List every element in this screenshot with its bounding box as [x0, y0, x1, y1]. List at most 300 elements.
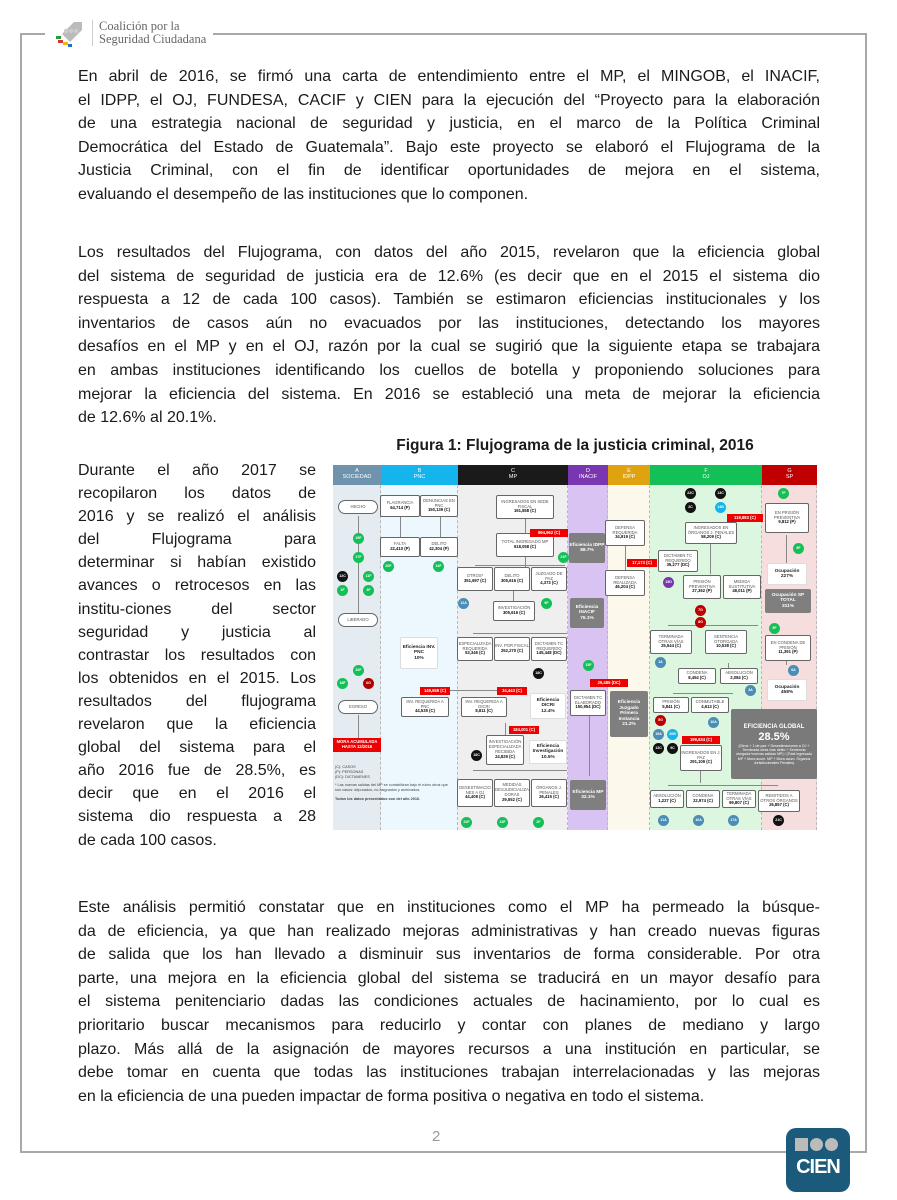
flow-box-label: EN PRISIÓN PREVENTIVA — [773, 509, 801, 520]
node-circle-icon: 12A — [458, 598, 469, 609]
node-circle-icon: 18C — [471, 750, 482, 761]
flow-box — [338, 613, 378, 627]
text-line: del sistema de seguridad de justicia era de 12.6% (es decir que en el 2015 el sistema dio — [78, 267, 820, 285]
node-circle-icon: 1F — [337, 585, 348, 596]
node-circle-icon: 17A — [728, 815, 739, 826]
flow-box-label: DELITO — [431, 541, 447, 547]
red-value-tag: 119,883 (C) — [727, 514, 763, 522]
flow-box-label: MEDIDA SUSTITUTIVA — [728, 578, 756, 589]
flow-box-value: 58,209 (C) — [701, 534, 721, 540]
node-circle-icon: 7F — [778, 488, 789, 499]
efficiency-label: Eficiencia IDPP — [569, 542, 605, 548]
flow-box — [457, 567, 493, 591]
node-circle-icon: 18C — [533, 668, 544, 679]
red-value-tag: 17,173 (C) — [627, 559, 657, 567]
flow-box — [457, 779, 493, 807]
node-circle-icon: 2C — [685, 502, 696, 513]
flow-box-label: EN CONDENA DE PRISIÓN — [770, 639, 806, 650]
node-circle-icon: 10A — [693, 815, 704, 826]
flow-box-value: 22,974 (C) — [693, 798, 713, 803]
node-circle-icon: 20F — [383, 561, 394, 572]
efficiency-label: Eficiencia INV. PNC — [402, 644, 436, 656]
text-line: mejorar la eficiencia del sistema. En 2016 se estableció una meta de mejorar la eficiencia — [78, 385, 820, 403]
flow-box-label: ESPECIALIZADA REQUERIDA — [458, 640, 492, 651]
flow-box — [380, 537, 420, 557]
efficiency-label: Eficiencia MP — [572, 789, 604, 795]
column-header-inacif — [568, 465, 608, 485]
efficiency-value: 21.2% — [622, 722, 636, 728]
flow-box — [570, 690, 606, 716]
paragraph-2016-analysis — [78, 459, 316, 852]
efficiency-callout — [767, 679, 807, 701]
text-line: prioritario buscar mecanismos para reducirlo y contar con planes de mediano y largo — [78, 1016, 820, 1034]
node-circle-icon: 5F — [769, 623, 780, 634]
node-circle-icon: 11F — [363, 571, 374, 582]
node-circle-icon: 11A — [658, 815, 669, 826]
flow-box-label: INGRESADOS EN ÓRGANOS J. PENALES — [687, 524, 735, 535]
flow-box-value: 8,811 (C) — [475, 708, 493, 714]
text-line: el IDPP, el OJ, FUNDESA, CACIF y CIEN para la ejecución del “Proyecto para la elaboración — [78, 91, 820, 109]
text-line: Justicia Criminal, con el fin de identificar oportunidades de mejora en el sistema, — [78, 162, 820, 180]
efficiency-value: 10.5% — [541, 754, 555, 760]
node-circle-icon: 1A — [655, 657, 666, 668]
flow-box-label: CONDENA — [692, 793, 714, 799]
efficiency-label: Eficiencia Juzgado Primera Instancia — [617, 700, 641, 722]
connector-line — [589, 716, 590, 776]
flow-box — [605, 520, 645, 546]
node-circle-icon: 2F — [533, 817, 544, 828]
flow-box-value: 1,227 (C) — [658, 798, 676, 803]
flow-box — [653, 697, 689, 713]
cien-logo — [786, 1128, 850, 1192]
flow-box-label: REMITIDOS A OTROS ÓRGANOS — [760, 792, 798, 803]
flow-box-value: 252,270 (C) — [500, 648, 524, 653]
flow-box — [678, 668, 716, 684]
flow-box-label: TERMINADA OTRAS VÍAS — [726, 790, 752, 801]
flow-box-label: INVESTIGACIÓN ESPECIALIZADA RECIBIDA — [488, 739, 522, 754]
efficiency-value: 311% — [781, 603, 794, 609]
node-circle-icon: 6A — [788, 665, 799, 676]
global-efficiency-box — [731, 709, 817, 779]
connector-line — [400, 517, 401, 537]
flow-box-value: 26,415 (C) — [539, 794, 559, 800]
flow-box-label: HECHO — [350, 503, 366, 509]
column-letter: A — [355, 468, 359, 474]
flow-box-value: 351,697 (C) — [463, 578, 487, 583]
text-line: institu-ciones del sector — [78, 600, 316, 618]
connector-line — [668, 785, 778, 786]
global-efficiency-title: EFICIENCIA GLOBAL — [743, 723, 805, 730]
column-name: PNC — [413, 474, 426, 480]
text-line: resultados del flujograma — [78, 692, 316, 710]
red-value-tag: 149,558 (C) — [420, 687, 450, 695]
text-line: del Flujograma para — [78, 531, 316, 549]
efficiency-label: Ocupación — [774, 568, 800, 574]
flow-box — [686, 790, 720, 808]
flow-box-value: 46,204 (C) — [615, 584, 635, 590]
flow-box — [765, 503, 809, 533]
column-name: SP — [785, 474, 794, 480]
node-circle-icon: 21F — [558, 552, 569, 563]
node-circle-icon: 8G — [695, 617, 706, 628]
flow-box-value: 35,277 (DC) — [666, 562, 690, 568]
connector-line — [525, 519, 526, 533]
flow-box — [531, 779, 567, 807]
node-circle-icon: 19A — [653, 729, 664, 740]
column-name: IDPP — [622, 474, 636, 480]
connector-line — [625, 546, 626, 570]
flow-box-value: 4,373 (C) — [540, 580, 558, 586]
efficiency-value: 458% — [780, 690, 794, 695]
connector-line — [668, 625, 758, 626]
text-line: debe tomar en cuenta que todas las instituciones trabajan interrelacionadas y las mejoras — [78, 1064, 820, 1082]
column-header-oj — [650, 465, 762, 485]
flow-box-value: 305,616 (C) — [500, 578, 524, 583]
text-line: desafíos en el MP y en el OJ, razón por la cual se sugirió que la siguiente etapa se trabajara — [78, 338, 820, 356]
flow-box — [680, 745, 722, 771]
node-circle-icon: 5G — [655, 715, 666, 726]
cien-logo-square-icon — [795, 1138, 808, 1151]
flow-box-value: 22,410 (P) — [390, 546, 410, 551]
text-line: de salida que los han llevado a disminuir sus inventarios de forma considerable. Por otra — [78, 946, 820, 964]
flow-box — [705, 630, 747, 654]
column-header-pnc — [381, 465, 458, 485]
text-line: sistema dio respuesta a 28 — [78, 808, 316, 826]
flow-box-value: 42,304 (P) — [429, 546, 449, 551]
efficiency-box — [765, 589, 811, 613]
flow-box-label: INVESTIGACIÓN — [497, 605, 531, 611]
text-line: recopilaron los datos de — [78, 485, 316, 503]
flow-box — [531, 567, 567, 591]
flow-box-value: 64,714 (P) — [390, 505, 410, 510]
flow-box-value: 44,408 (C) — [465, 794, 485, 800]
cien-logo-circle-icon — [825, 1138, 838, 1151]
connector-line — [358, 715, 359, 740]
efficiency-callout — [529, 740, 567, 764]
efficiency-value: 227% — [780, 574, 794, 579]
flow-box-value: 48,011 (P) — [732, 588, 752, 594]
node-circle-icon: 21C — [773, 815, 784, 826]
text-line: Los resultados del Flujograma, con datos del año 2015, revelaron que la eficiencia global — [78, 244, 820, 261]
text-line: Democrática del Estado de Guatemala”. Bajo este proyecto se elaboró el Flujograma de la — [78, 138, 820, 156]
connector-line — [475, 565, 565, 566]
cien-logo-text: CIEN — [796, 1156, 840, 1178]
flow-box-value: 53,346 (C) — [465, 650, 485, 656]
flow-box-value: 34,919 (C) — [615, 534, 635, 540]
flow-box-label: DICTAMEN TC ELABORADO — [573, 694, 603, 705]
coalicion-logo-icon — [50, 18, 86, 48]
flow-box-value: 10,538 (C) — [716, 643, 736, 649]
node-circle-icon: 22F — [461, 817, 472, 828]
flow-box-value: 145,448 (DC) — [536, 650, 562, 656]
text-line: da de eficiencia, ya que han realizado mejoras administrativas y han creado nuevas figuras — [78, 922, 820, 940]
column-letter: F — [704, 468, 708, 474]
flow-box-label: ABSOLUCIÓN — [653, 793, 681, 799]
flow-box-value: 2,084 (C) — [730, 675, 748, 680]
node-circle-icon: 18F — [337, 678, 348, 689]
flow-box-value: 618,058 (C) — [513, 544, 537, 549]
text-line: contrastar los resultados con — [78, 646, 316, 664]
flow-box-value: 5,841 (C) — [662, 704, 680, 709]
connector-line — [513, 591, 514, 601]
efficiency-label: Eficiencia INACIF — [575, 604, 599, 616]
flow-box-label: FALTA — [393, 541, 407, 547]
flow-box-label: SENTENCIA OTORGADA — [714, 633, 738, 644]
flow-box-value: 8,454 (C) — [688, 675, 706, 680]
coalicion-logo — [50, 18, 206, 48]
efficiency-value: 88.7% — [580, 548, 594, 553]
column-letter: E — [627, 468, 631, 474]
node-circle-icon: 14B — [715, 502, 726, 513]
flow-box — [531, 637, 567, 661]
efficiency-callout — [400, 637, 438, 669]
flow-box — [494, 779, 530, 807]
flow-box — [401, 697, 449, 717]
flow-box-value: 9,812 (P) — [778, 519, 796, 525]
flow-box-label: INV. POR FISCAL — [495, 643, 529, 649]
text-line: el sistema penitenciario dadas las condiciones actuales de hacinamiento, por lo cual es — [78, 993, 820, 1011]
efficiency-value: 32.1% — [581, 795, 595, 800]
flow-box — [494, 637, 530, 661]
logo-line-2: Seguridad Ciudadana — [99, 32, 207, 46]
node-circle-icon: 8F — [793, 543, 804, 554]
text-line: de una estrategia nacional de seguridad y justicia, en el marco de la Política Criminal — [78, 115, 820, 133]
text-line: decir que en el 2016 el — [78, 785, 316, 803]
legend-item: (C): CASOS — [335, 765, 356, 769]
flow-box — [494, 567, 530, 591]
flujograma-figure — [333, 465, 817, 830]
flow-box-label: DICTAMEN TC REQUERIDO — [663, 552, 693, 563]
node-circle-icon: 6G — [363, 678, 374, 689]
connector-line — [505, 723, 506, 735]
connector-line — [673, 693, 733, 694]
paragraph-agreement — [78, 65, 820, 207]
flow-box — [658, 550, 698, 572]
flow-box-label: INV. REQUERIDA A DICRI — [465, 698, 503, 709]
legend-source: Todos los datos presentados son del año 2016. — [335, 796, 421, 801]
text-line: parte, una mejora en la eficiencia global del sistema se traducirá en un mayor desafío para — [78, 969, 820, 987]
flow-box-label: OTROS* — [466, 573, 484, 579]
connector-line — [473, 633, 567, 634]
flow-box-value: 24,829 (C) — [495, 753, 515, 759]
flow-box-label: PRISIÓN — [662, 699, 680, 705]
node-circle-icon: 9F — [541, 598, 552, 609]
flow-box-label: DEFENSA REALIZADA — [613, 574, 637, 585]
node-circle-icon: 3F — [363, 585, 374, 596]
text-line: inventarios de casos aún no evacuados por las instituciones, detectando los mayores — [78, 314, 820, 332]
column-name: OJ — [702, 474, 710, 480]
flow-box-value: 27,362 (P) — [692, 588, 712, 594]
column-letter: C — [511, 468, 515, 474]
flow-box-label: DESESTIMACIONES A OJ — [459, 784, 491, 795]
node-circle-icon: 16A — [708, 717, 719, 728]
red-value-tag: 199,634 (C) — [682, 736, 720, 744]
flow-box-label: JUZGADO DE PAZ — [535, 570, 563, 581]
flow-box-label: DICTAMEN TC REQUERIDO — [534, 640, 564, 651]
flow-box-label: CONDENA — [686, 670, 708, 676]
connector-line — [358, 516, 359, 613]
figure-caption: Figura 1: Flujograma de la justicia criminal, 2016 — [396, 437, 754, 454]
red-value-tag: 29,485 (DC) — [590, 679, 628, 687]
node-circle-icon: 20B — [667, 729, 678, 740]
column-header-mp — [458, 465, 568, 485]
flow-box-label: FLAGRANCIA — [386, 500, 414, 506]
flow-box-label: INV. REQUERIDA A PNC — [406, 698, 444, 709]
node-circle-icon: 13C — [653, 743, 664, 754]
node-circle-icon: 13C — [715, 488, 726, 499]
column-inacif — [568, 465, 608, 830]
paragraph-2015-results — [78, 241, 820, 430]
legend-item: (P): PERSONAS — [335, 769, 364, 774]
node-circle-icon: 7G — [695, 605, 706, 616]
column-letter: D — [586, 468, 590, 474]
flow-box — [683, 575, 721, 599]
flow-box — [685, 522, 737, 544]
node-circle-icon: 22C — [685, 488, 696, 499]
cien-logo-circle-icon — [810, 1138, 823, 1151]
efficiency-label: Eficiencia Investigación — [532, 743, 564, 755]
flow-box-label: PRISIÓN PREVENTIVA — [688, 578, 716, 589]
flow-box-value: 11,391 (P) — [778, 649, 798, 655]
flow-box — [461, 697, 507, 717]
flow-box — [722, 790, 756, 808]
text-line: seguridad y justicia al — [78, 623, 316, 641]
column-header-sociedad — [333, 465, 381, 485]
flow-box-value: 305,616 (C) — [502, 610, 526, 615]
flow-box — [765, 635, 811, 661]
coalicion-logo-text — [92, 20, 206, 46]
paragraph-conclusions — [78, 896, 820, 1108]
node-circle-icon: 9C — [667, 743, 678, 754]
red-value-tag: 994,962 (C) — [530, 529, 568, 537]
efficiency-label: Ocupación — [774, 684, 800, 690]
figure-legend — [335, 765, 453, 825]
efficiency-callout — [767, 563, 807, 585]
text-line: en ambas instituciones identificando los cuellos de botella y proponiendo soluciones para — [78, 361, 820, 379]
flow-box-label: DEFENSA REQUERIDA — [612, 524, 638, 535]
mora-acumulada-tag: MORA ACUMULADA HASTA 12/2016 — [333, 738, 381, 752]
page-number: 2 — [432, 1128, 441, 1145]
connector-line — [786, 661, 787, 665]
global-efficiency-formula: (Otros + 1 de paz + Desestimaciones a OJ + Terminada otras vías delito + Sentencia otorgada+nuevas salidas MP) / (Total ingresado MP + Mora acum. MP + Mora acum. Órganos Jurisdiccionales Penales) — [735, 743, 813, 765]
flow-box-label: TOTAL INGRESADO MP — [501, 539, 549, 545]
flow-box-label: INGRESADOS EN J. PAZ — [681, 749, 721, 760]
flow-box — [380, 495, 420, 517]
text-line: de 12.6% al 20.1%. — [78, 409, 217, 427]
column-header-sp — [762, 465, 817, 485]
flow-box — [420, 495, 458, 517]
red-value-tag: 34,443 (C) — [497, 687, 527, 695]
node-circle-icon: 13F — [497, 817, 508, 828]
text-line: en la eficiencia de una pueden impactar de forma positiva o negativa en todo el sistema. — [78, 1087, 705, 1105]
efficiency-box — [570, 780, 606, 810]
flow-box-label: ABSOLUCIÓN — [725, 670, 753, 676]
flow-box — [650, 790, 684, 808]
flow-box-value: 150,139 (C) — [427, 507, 451, 513]
connector-line — [700, 771, 701, 783]
text-line: de cada 100 casos. — [78, 831, 217, 849]
text-line: 2016 y se realizó el análisis — [78, 508, 316, 526]
flow-box — [457, 637, 493, 661]
flow-box — [758, 790, 800, 812]
flow-box-value: 29,552 (C) — [502, 796, 522, 802]
flow-box — [486, 735, 524, 765]
node-circle-icon: 15F — [583, 660, 594, 671]
flow-box-value: 291,109 (C) — [689, 759, 713, 765]
node-circle-icon: 3A — [745, 685, 756, 696]
flow-box-label: TERMINADA OTRAS VÍAS — [658, 633, 684, 644]
efficiency-box — [569, 533, 605, 563]
flow-box — [420, 537, 458, 557]
node-circle-icon: 12C — [337, 571, 348, 582]
efficiency-label: Ocupación SP TOTAL — [771, 592, 805, 604]
efficiency-value: 76.1% — [580, 615, 594, 621]
column-name: SOCIEDAD — [342, 474, 372, 480]
text-line: plazo. Más allá de la asignación de mayores recursos a una institución en particular, se — [78, 1040, 820, 1058]
text-line: respuesta a 12 de cada 100 casos). También se estimaron eficiencias institucionales y los — [78, 291, 820, 309]
text-line: determinar si habían existido — [78, 554, 316, 572]
flow-box-value: 25,544 (C) — [661, 643, 681, 649]
flow-box — [496, 495, 554, 519]
efficiency-box — [610, 691, 648, 737]
text-line: año 2016 fue de 28.5%, es — [78, 762, 316, 780]
efficiency-label: Eficiencia DICRI — [536, 697, 560, 709]
efficiency-value: 10% — [414, 655, 424, 661]
flow-box-value: 4,613 (C) — [701, 704, 719, 709]
node-circle-icon: 20F — [353, 665, 364, 676]
flow-box-value: 44,535 (C) — [415, 708, 435, 714]
efficiency-value: 12.4% — [541, 708, 555, 714]
node-circle-icon: 15D — [663, 577, 674, 588]
column-name: MP — [508, 474, 518, 480]
flow-box — [691, 697, 729, 713]
connector-line — [710, 544, 711, 574]
text-line: avances o retrocesos en las — [78, 577, 316, 595]
flow-box-label: DENUNCIAS EN PNC — [423, 497, 455, 508]
column-letter: G — [787, 468, 792, 474]
column-header-idpp — [608, 465, 650, 485]
flow-box-value: 26,857 (C) — [769, 802, 789, 808]
efficiency-callout — [530, 693, 566, 719]
flow-box-label: INGRESADOS EN SEDE FISCAL — [501, 498, 549, 509]
flow-box — [720, 668, 758, 684]
text-line: los obtenidos en el 2015. Los — [78, 669, 316, 687]
legend-item: (DC): DICTAMENES — [335, 774, 370, 779]
legend-note: * Las nuevas salidas del MP se contabilizan bajo el rubro otros que son casos: depurados, no asignados y archivados. — [335, 783, 448, 793]
node-circle-icon: 17F — [353, 552, 364, 563]
flow-box — [723, 575, 761, 599]
text-line: revelaron que la eficiencia — [78, 716, 316, 734]
flow-box-label: ÓRGANOS J. PENALES — [536, 784, 562, 795]
node-circle-icon: 14F — [433, 561, 444, 572]
flow-box — [605, 570, 645, 596]
column-name: INACIF — [578, 474, 598, 480]
logo-line-1: Coalición por la — [99, 19, 180, 33]
global-efficiency-value: 28.5% — [758, 730, 790, 743]
flow-box-value: 191,858 (C) — [513, 508, 537, 514]
column-letter: B — [417, 468, 422, 474]
red-value-tag: 184,001 (C) — [509, 726, 539, 734]
efficiency-box — [570, 598, 604, 628]
flow-box — [493, 601, 535, 621]
text-line: En abril de 2016, se firmó una carta de entendimiento entre el MP, el MINGOB, el INACIF, — [78, 68, 820, 85]
connector-line — [786, 535, 787, 563]
flow-box-label: MEDIDAS DESJUDICIALIZADORAS — [495, 782, 529, 797]
flow-box-label: LIBERADO — [347, 616, 369, 622]
flow-box — [338, 700, 378, 714]
text-line: Durante el año 2017 se — [78, 462, 316, 479]
node-circle-icon: 19F — [353, 533, 364, 544]
